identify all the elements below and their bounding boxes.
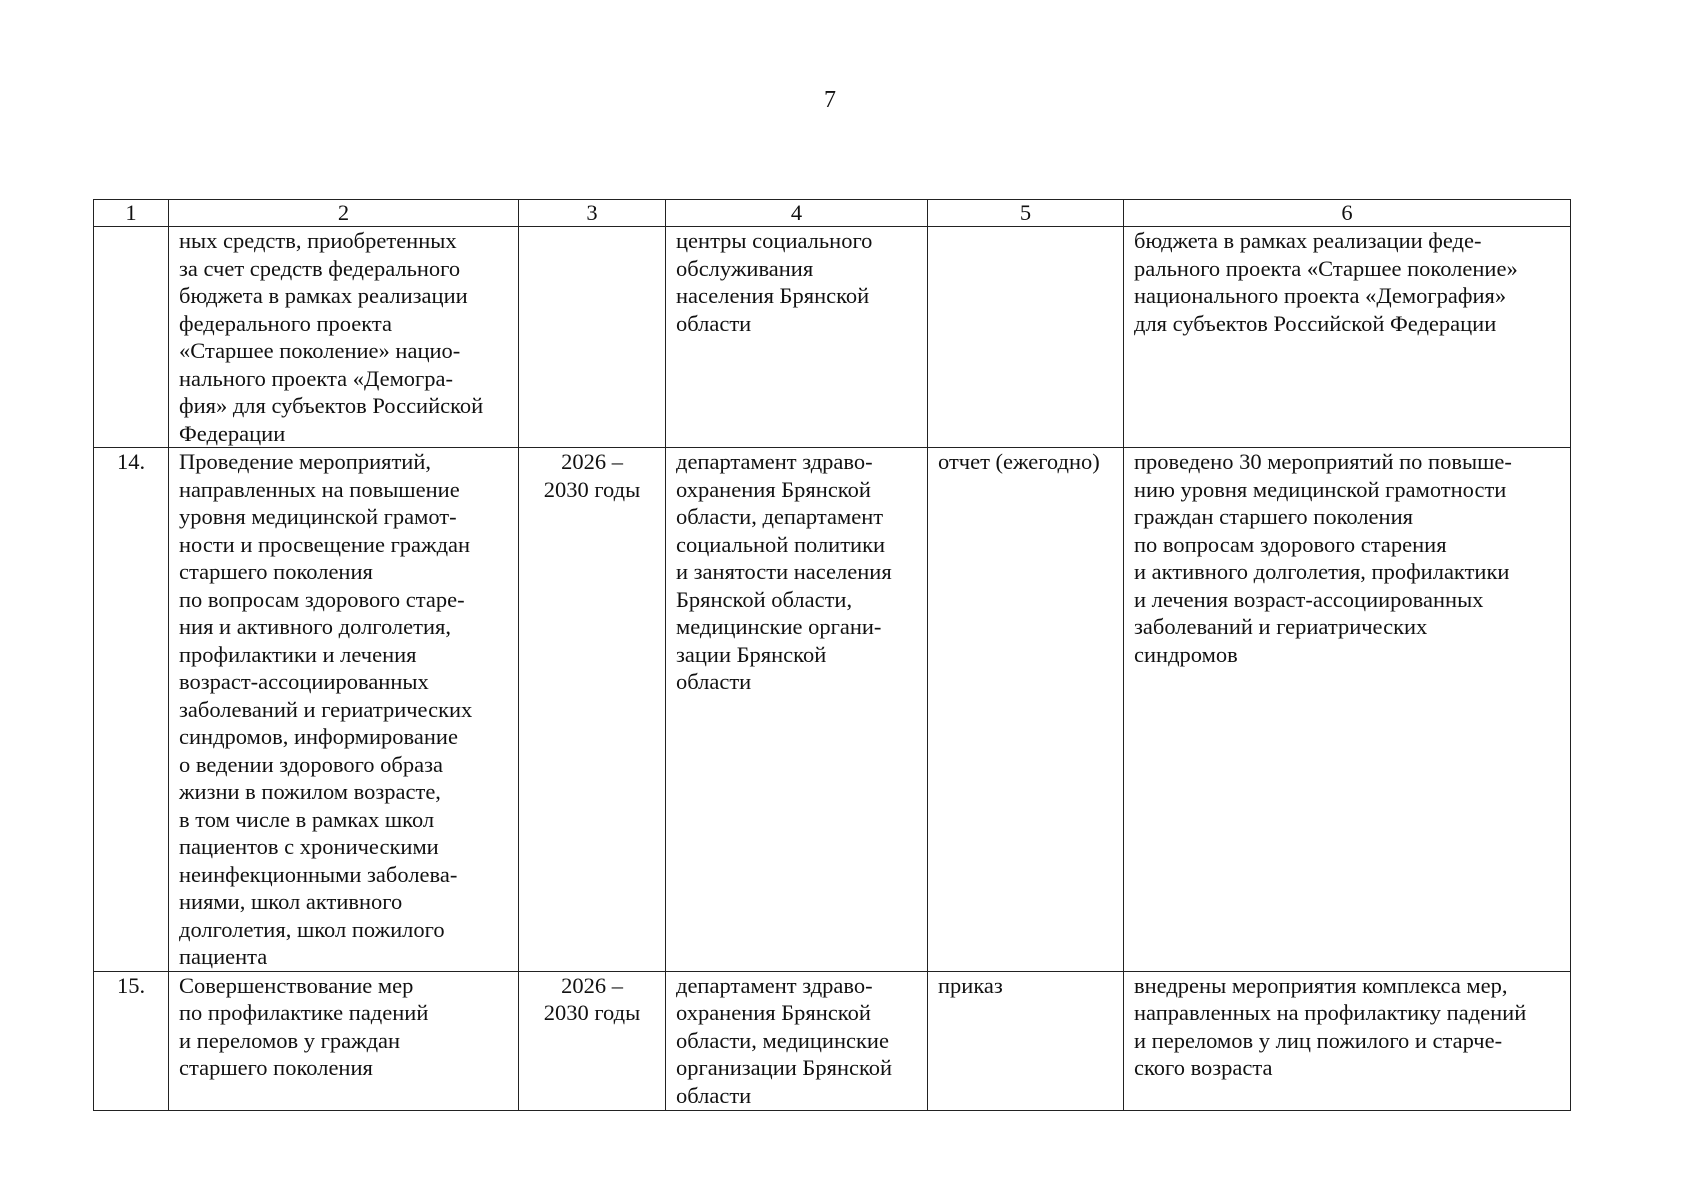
- column-header: 2: [169, 200, 519, 227]
- column-header: 3: [519, 200, 666, 227]
- executors-cell: департамент здраво- охранения Брянской области, медицинские организации Брянской области: [666, 971, 928, 1110]
- column-header: 1: [94, 200, 169, 227]
- term-cell: [519, 227, 666, 448]
- document-cell: приказ: [928, 971, 1124, 1110]
- document-cell: [928, 227, 1124, 448]
- action-cell: Совершенствование мер по профилактике падений и переломов у граждан старшего поколения: [169, 971, 519, 1110]
- term-cell: 2026 – 2030 годы: [519, 448, 666, 972]
- column-header: 4: [666, 200, 928, 227]
- table-header-row: [94, 200, 1571, 227]
- page-number: 7: [824, 87, 836, 113]
- column-header: 6: [1124, 200, 1571, 227]
- table-row: [94, 971, 1571, 1110]
- action-cell: ных средств, приобретенных за счет средств федерального бюджета в рамках реализации федерального проекта «Старшее поколение» нацио- нального проекта «Демогра- фия» для субъектов Российской Федерации: [169, 227, 519, 448]
- executors-cell: центры социального обслуживания населения Брянской области: [666, 227, 928, 448]
- document-cell: отчет (ежегодно): [928, 448, 1124, 972]
- column-header: 5: [928, 200, 1124, 227]
- table-row: [94, 227, 1571, 448]
- row-number-cell: 14.: [94, 448, 169, 972]
- result-cell: проведено 30 мероприятий по повыше- нию уровня медицинской грамотности граждан старшего поколения по вопросам здорового старения и активного долголетия, профилактики и лечения возраст-ассоциированных заболеваний и гериатрических синдромов: [1124, 448, 1571, 972]
- result-cell: бюджета в рамках реализации феде- рального проекта «Старшее поколение» национального проекта «Демография» для субъектов Российской Федерации: [1124, 227, 1571, 448]
- executors-cell: департамент здраво- охранения Брянской области, департамент социальной политики и занятости населения Брянской области, медицинские органи- зации Брянской области: [666, 448, 928, 972]
- term-cell: 2026 – 2030 годы: [519, 971, 666, 1110]
- action-cell: Проведение мероприятий, направленных на повышение уровня медицинской грамот- ности и просвещение граждан старшего поколения по вопросам здорового старе- ния и активного долголетия, профилактики и лечения возраст-ассоциированных заболеваний и гериатрических синдромов, информирование о ведении здорового образа жизни в пожилом возрасте, в том числе в рамках школ пациентов с хроническими неинфекционными заболева- ниями, школ активного долголетия, школ пожилого пациента: [169, 448, 519, 972]
- result-cell: внедрены мероприятия комплекса мер, направленных на профилактику падений и переломов у лиц пожилого и старче- ского возраста: [1124, 971, 1571, 1110]
- row-number-cell: [94, 227, 169, 448]
- table-row: [94, 448, 1571, 972]
- measures-table: [93, 199, 1571, 1111]
- row-number-cell: 15.: [94, 971, 169, 1110]
